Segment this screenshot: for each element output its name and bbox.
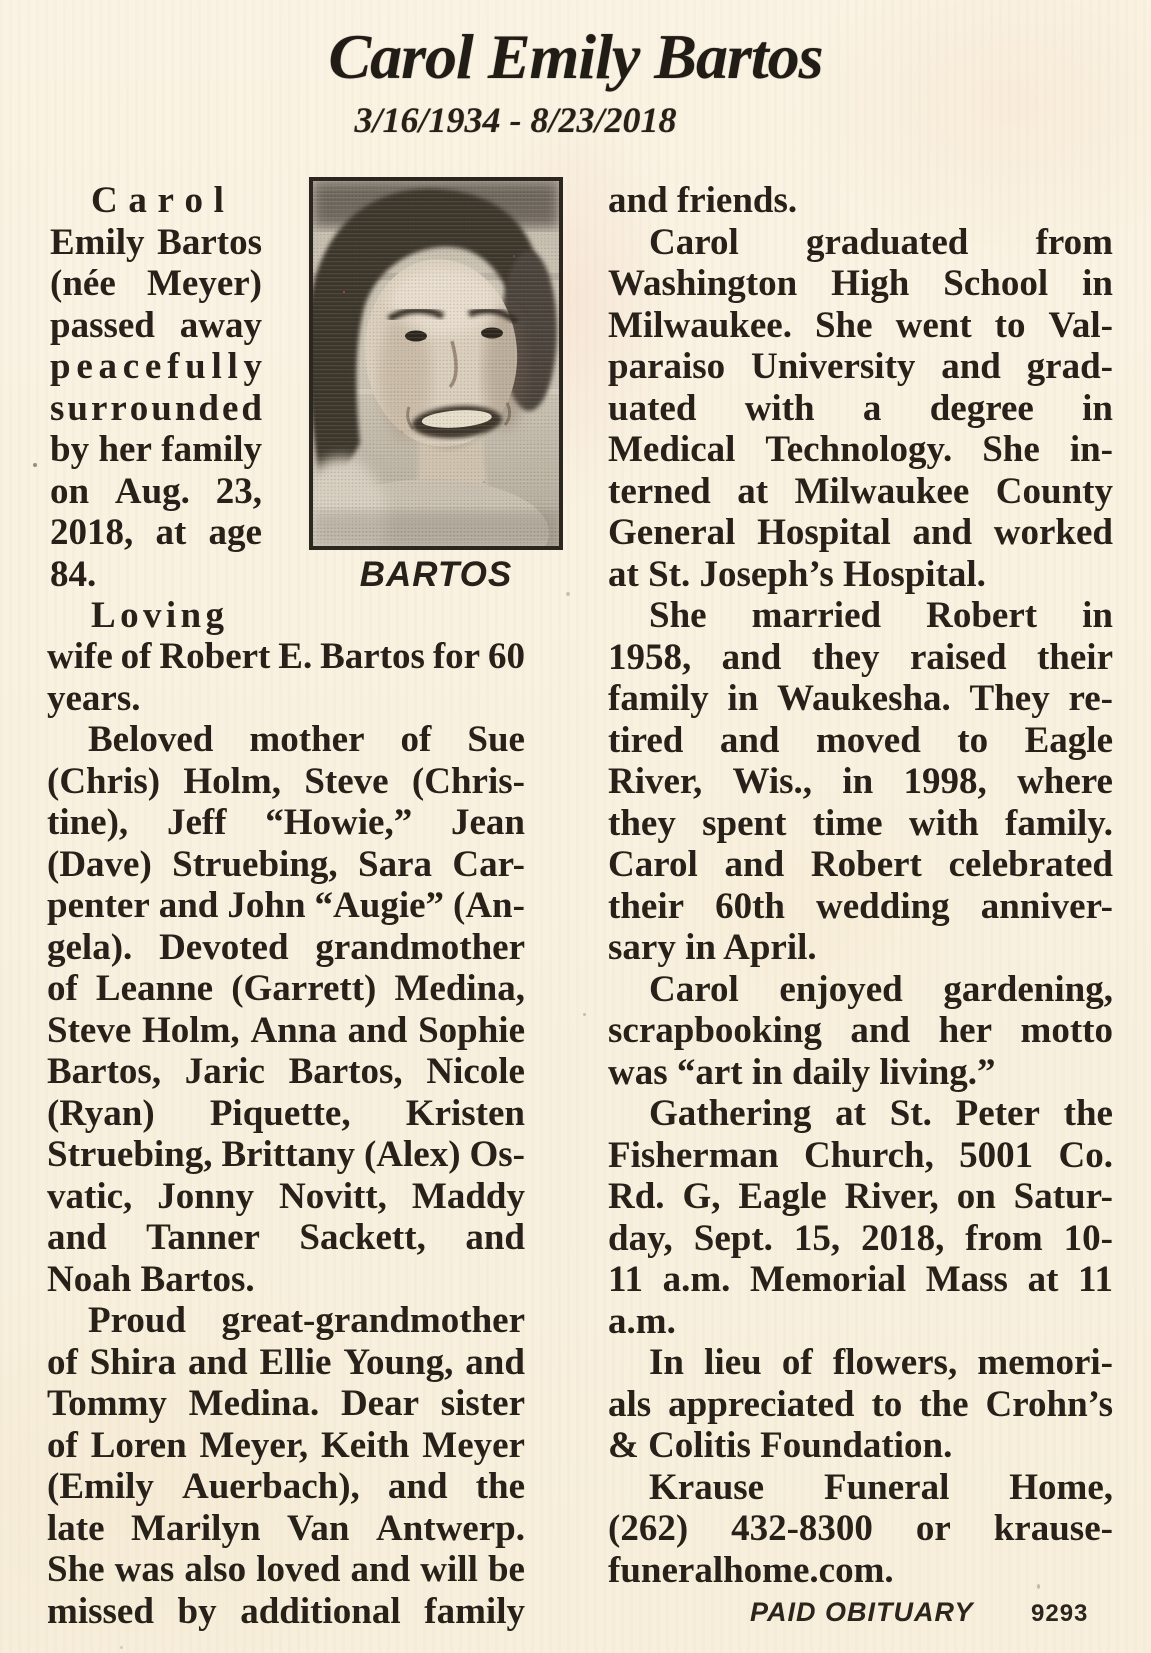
text-line: (Ryan) Piquette, Kristen (47, 1092, 525, 1134)
text-line: Struebing, Brittany (Alex) Os- (47, 1134, 525, 1175)
text-line: als appreciated to the Crohn’s (608, 1383, 1113, 1425)
text-line: and Tanner Sackett, and (47, 1217, 525, 1258)
text-line: Emily Bartos (50, 221, 262, 263)
text-line: and friends. (608, 180, 798, 221)
text-line: late Marilyn Van Antwerp. (47, 1507, 525, 1549)
text-line: uated with a degree in (608, 387, 1113, 429)
text-line: Rd. G, Eagle River, on Satur- (608, 1176, 1113, 1217)
text-line: River, Wis., in 1998, where (608, 761, 1113, 802)
text-line: Noah Bartos. (47, 1258, 255, 1300)
text-line: 11 a.m. Memorial Mass at 11 (608, 1259, 1113, 1300)
obituary-number: 9293 (1031, 1600, 1089, 1627)
text-line: (262) 432-8300 or krause- (608, 1508, 1113, 1549)
print-speck (33, 463, 37, 467)
text-line: (Chris) Holm, Steve (Chris- (47, 760, 525, 802)
print-speck (566, 592, 570, 596)
text-line: C a r o l (91, 180, 224, 221)
text-line: gela). Devoted grandmother (47, 926, 525, 968)
text-line: Carol enjoyed gardening, (649, 968, 1113, 1010)
portrait-photo (309, 177, 563, 550)
text-line: Washington High School in (608, 263, 1113, 304)
text-line: scrapbooking and her motto (608, 1010, 1113, 1051)
text-line: of Loren Meyer, Keith Meyer (47, 1424, 525, 1466)
text-line: Gathering at St. Peter the (649, 1093, 1113, 1134)
life-dates: 3/16/1934 - 8/23/2018 (354, 100, 677, 140)
text-line: (née Meyer) (50, 263, 262, 304)
text-line: Fisherman Church, 5001 Co. (608, 1134, 1113, 1176)
text-line: (Emily Auerbach), and the (47, 1466, 525, 1507)
text-line: Carol graduated from (649, 221, 1113, 263)
page-title: Carol Emily Bartos (328, 21, 823, 92)
text-line: by her family (50, 429, 262, 470)
left-column-full (47, 636, 525, 1632)
paid-obituary-label: PAID OBITUARY (750, 1597, 974, 1627)
text-line: p e a c e f u l l y (50, 346, 262, 387)
text-line: funeralhome.com. (608, 1549, 894, 1591)
text-line: Proud great-grandmother (88, 1300, 525, 1341)
text-line: was “art in daily living.” (608, 1051, 996, 1093)
text-line: tine), Jeff “Howie,” Jean (47, 802, 525, 843)
text-line: years. (47, 677, 141, 719)
text-line: missed by additional family (47, 1590, 525, 1632)
text-line: In lieu of flowers, memori- (649, 1342, 1113, 1383)
text-line: a.m. (608, 1300, 676, 1342)
text-line: & Colitis Foundation. (608, 1425, 953, 1466)
text-line: Medical Technology. She in- (608, 429, 1113, 470)
right-column (608, 180, 1113, 1591)
text-line: family in Waukesha. They re- (608, 678, 1113, 719)
text-line: at St. Joseph’s Hospital. (608, 553, 986, 595)
text-line: passed away (50, 304, 262, 346)
text-line: Krause Funeral Home, (649, 1466, 1113, 1508)
text-line: Steve Holm, Anna and Sophie (47, 1009, 525, 1051)
photo-caption: BARTOS (359, 555, 513, 594)
text-line: Beloved mother of Sue (88, 719, 525, 760)
text-line: s u r r o u n d e d (50, 387, 262, 429)
text-line: She was also loved and will be (47, 1549, 525, 1590)
text-line: terned at Milwaukee County (608, 470, 1113, 512)
left-column-narrow (50, 180, 262, 637)
text-line: She married Robert in (649, 595, 1113, 636)
print-speck (1037, 1584, 1040, 1589)
print-speck (120, 1646, 123, 1649)
text-line: Tommy Medina. Dear sister (47, 1383, 525, 1424)
text-line: their 60th wedding anniver- (608, 885, 1113, 927)
text-line: wife of Robert E. Bartos for 60 (47, 636, 525, 677)
text-line: paraiso University and grad- (608, 346, 1113, 387)
portrait-illustration (313, 181, 559, 546)
text-line: sary in April. (608, 927, 817, 968)
text-line: 84. (50, 553, 97, 595)
text-line: Milwaukee. She went to Val- (608, 304, 1113, 346)
text-line: of Leanne (Garrett) Medina, (47, 968, 525, 1009)
text-line: L o v i n g (91, 595, 224, 636)
text-line: tired and moved to Eagle (608, 719, 1113, 761)
text-line: of Shira and Ellie Young, and (47, 1341, 525, 1383)
text-line: Carol and Robert celebrated (608, 844, 1113, 885)
obituary-footer (608, 1597, 1113, 1633)
text-line: on Aug. 23, (50, 470, 262, 512)
text-line: day, Sept. 15, 2018, from 10- (608, 1217, 1113, 1259)
print-speck (583, 1013, 586, 1016)
text-line: vatic, Jonny Novitt, Maddy (47, 1175, 525, 1217)
text-line: they spent time with family. (608, 802, 1113, 844)
text-line: 1958, and they raised their (608, 636, 1113, 678)
text-line: 2018, at age (50, 512, 262, 553)
text-line: penter and John “Augie” (An- (47, 885, 525, 926)
text-line: (Dave) Struebing, Sara Car- (47, 843, 525, 885)
text-line: General Hospital and worked (608, 512, 1113, 553)
text-line: Bartos, Jaric Bartos, Nicole (47, 1051, 525, 1092)
